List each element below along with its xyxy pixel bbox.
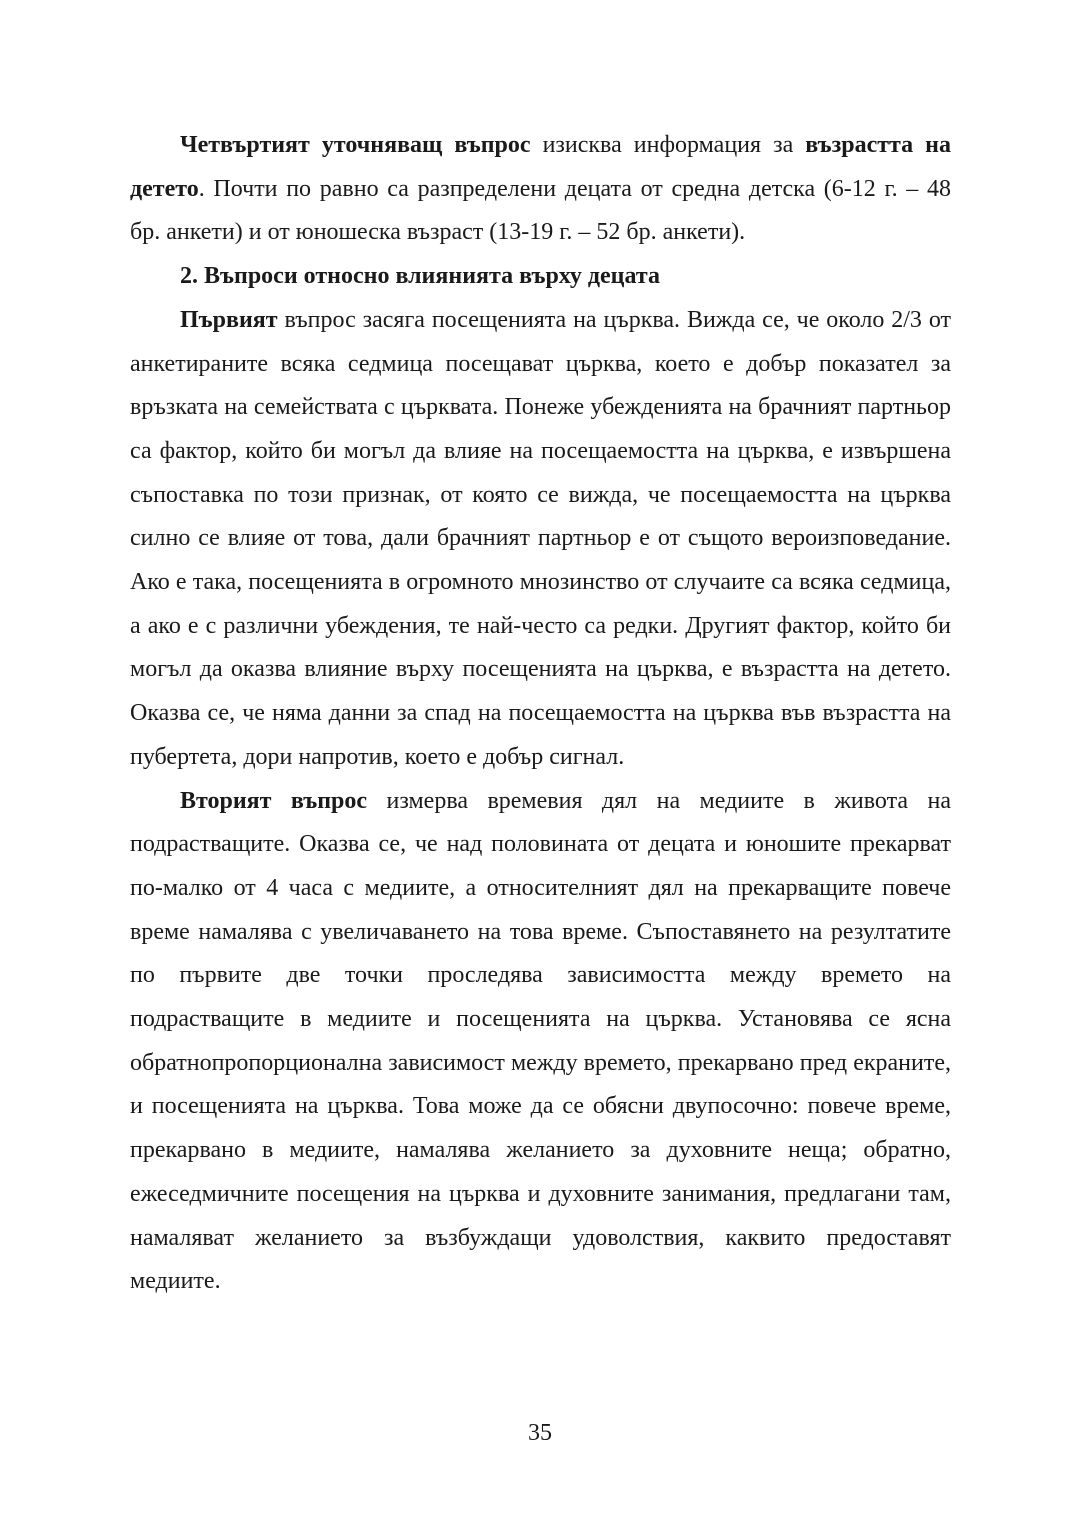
body-text	[130, 124, 951, 1304]
bold-phrase: Вторият въпрос	[180, 787, 368, 814]
section-heading: 2. Въпроси относно влиянията върху децата	[180, 263, 660, 290]
paragraph-media-time	[130, 780, 951, 1304]
bold-phrase: Четвъртият уточняващ въпрос	[180, 132, 531, 158]
paragraph-text: измерва времевия дял на медиите в живота на подрастващите. Оказва се, че над половината от децата и юношите прекарват по-малко от 4 часа с медиите, а относителният дял на прекарващите повече време намалява с увеличаването на това време. Съпоставянето на резултатите по първите две точки проследява зависимостта между времето на подрастващите в медиите и посещенията на църква. Установява се ясна обратнопропорционална зависимост между времето, прекарвано пред екраните, и посещенията на църква. Това може да се обясни двупосочно: повече време, прекарвано в медиите, намалява желанието за духовните неща; обратно, ежеседмичните посещения на църква и духовните занимания, предлагани там, намаляват желанието за възбуждащи удоволствия, каквито предоставят медиите.	[130, 787, 951, 1295]
bold-phrase: Първият	[180, 306, 278, 333]
paragraph-age-question	[130, 124, 951, 255]
paragraph-text: . Почти по равно са разпределени децата от средна детска (6-12 г. – 48 бр. анкети) и от юношеска възраст (13-19 г. – 52 бр. анкети).	[130, 175, 951, 246]
paragraph-church-attendance	[130, 299, 951, 780]
paragraph-text: въпрос засяга посещенията на църква. Вижда се, че около 2/3 от анкетираните всяка седмица посещават църква, което е добър показател за връзката на семействата с църквата. Понеже убежденията на брачният партньор са фактор, който би могъл да влияе на посещаемостта на църква, е извършена съпоставка по този признак, от която се вижда, че посещаемостта на църква силно се влияе от това, дали брачният партньор е от същото вероизповедание. Ако е така, посещенията в огромното мнозинство от случаите са всяка седмица, а ако е с различни убеждения, те най-често са редки. Другият фактор, който би могъл да оказва влияние върху посещенията на църква, е възрастта на детето. Оказва се, че няма данни за спад на посещаемостта на църква във възрастта на пубертета, дори напротив, което е добър сигнал.	[130, 306, 951, 770]
page-number: 35	[528, 1420, 552, 1446]
bold-phrase: възрастта на детето	[130, 132, 952, 202]
paragraph-text: изисква информация за	[530, 132, 806, 158]
